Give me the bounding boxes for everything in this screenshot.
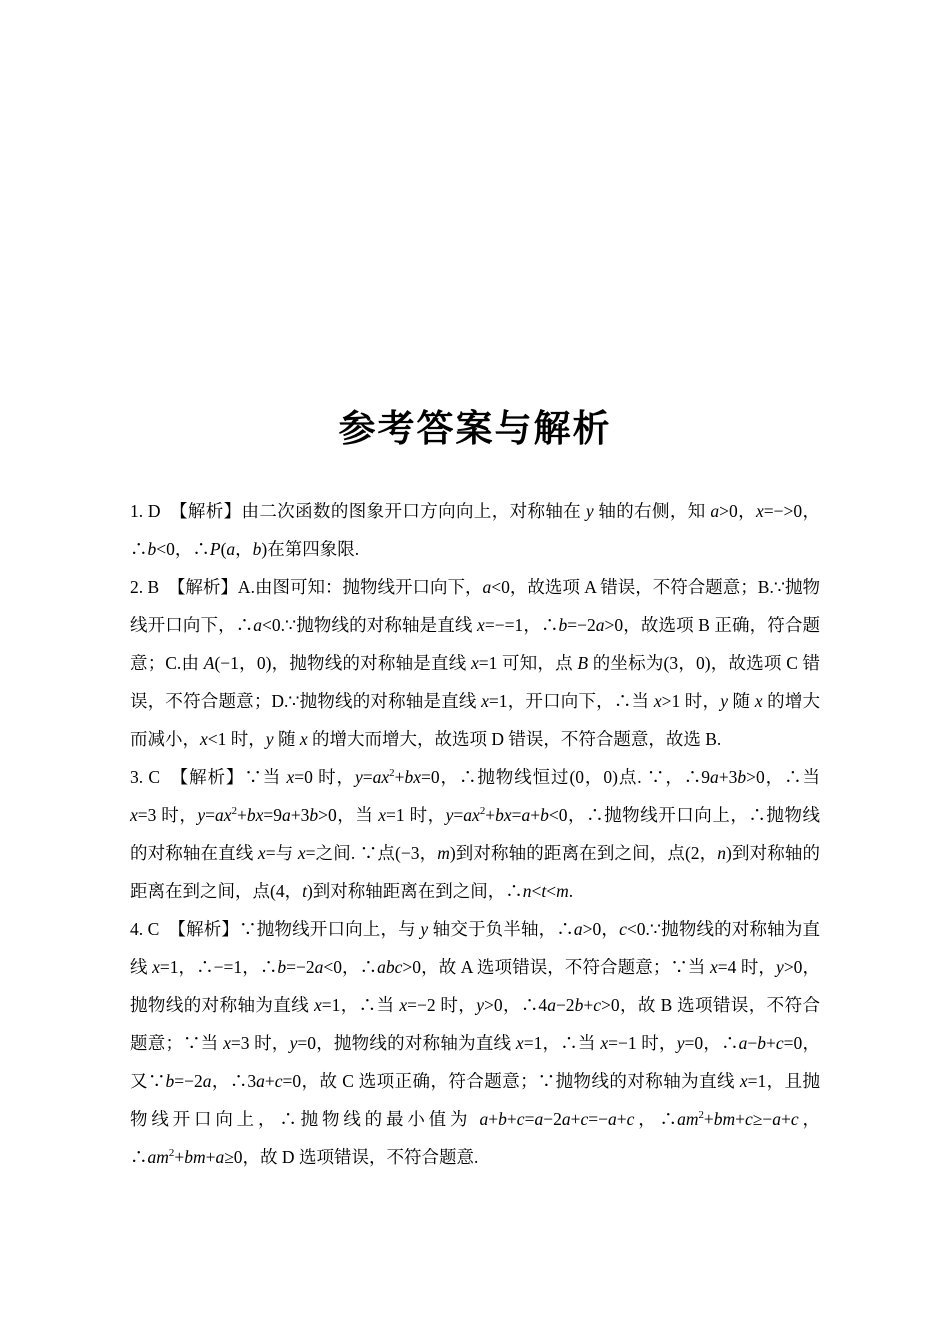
math-variable: c	[580, 1109, 589, 1129]
math-variable: a	[253, 615, 263, 635]
text-run: >1 时，	[661, 691, 721, 711]
math-variable: m	[437, 843, 450, 863]
math-variable: x	[257, 843, 266, 863]
text-run: +	[485, 805, 496, 825]
math-variable: bx	[246, 805, 264, 825]
math-variable: x	[515, 1033, 524, 1053]
math-variable: a	[482, 577, 492, 597]
text-run: >0，故选项 B 正确，符合题意；C.由	[130, 615, 821, 673]
math-variable: x	[399, 995, 408, 1015]
answer-paragraph	[130, 910, 820, 1176]
text-run: =3 时，	[230, 1033, 290, 1053]
text-run: =	[205, 805, 216, 825]
text-run: =	[362, 767, 373, 787]
text-run: =1，∴当	[523, 1033, 601, 1053]
text-run: =−2	[286, 957, 315, 977]
math-variable: b	[737, 767, 747, 787]
math-variable: a	[202, 1071, 212, 1091]
math-variable: y	[265, 729, 274, 749]
math-variable: abc	[377, 957, 403, 977]
math-variable: x	[299, 729, 308, 749]
text-run: 轴的右侧，知	[593, 501, 711, 521]
text-run: <0，∴	[156, 539, 210, 559]
math-variable: t	[302, 881, 307, 901]
math-variable: x	[477, 615, 485, 635]
math-variable: b	[540, 805, 549, 825]
math-variable: c	[593, 995, 601, 1015]
text-run: +	[264, 1071, 275, 1091]
text-run: 的增大而减小，	[130, 691, 821, 749]
text-run: +3	[290, 805, 310, 825]
math-variable: A	[203, 653, 215, 673]
superscript: 2	[389, 767, 395, 780]
text-run: (−1，0)，抛物线的对称轴是直线	[214, 653, 471, 673]
math-variable: b	[252, 539, 262, 559]
text-run: =−1 时，	[608, 1033, 677, 1053]
text-run: <0，∴	[323, 957, 378, 977]
math-variable: x	[286, 767, 295, 787]
math-variable: c	[516, 1109, 525, 1129]
math-variable: x	[756, 501, 764, 521]
text-run: =与	[265, 843, 298, 863]
text-run: )到对称轴距离在到之间，∴	[306, 881, 523, 901]
text-run: −2	[555, 995, 575, 1015]
text-run: =4 时，	[717, 957, 777, 977]
math-variable: x	[471, 653, 479, 673]
superscript: 2	[231, 805, 237, 818]
math-variable: x	[223, 1033, 231, 1053]
math-variable: a	[710, 767, 719, 787]
text-run: )在第四象限.	[261, 539, 360, 559]
answer-paragraph	[130, 568, 820, 758]
text-run: =3 时，	[137, 805, 198, 825]
text-run: =−=1，∴	[484, 615, 559, 635]
math-variable: y	[476, 995, 484, 1015]
text-run: =0，抛物线的对称轴为直线	[297, 1033, 516, 1053]
text-run: >0，抛物线的对称轴为直线	[130, 957, 821, 1015]
text-run: >0，当	[318, 805, 379, 825]
math-variable: am	[677, 1109, 699, 1129]
math-variable: a	[595, 615, 605, 635]
math-variable: a	[215, 1147, 225, 1167]
math-variable: t	[541, 881, 547, 901]
text-run: =0 时，	[294, 767, 355, 787]
answer-list	[130, 492, 820, 1176]
math-variable: x	[600, 1033, 609, 1053]
math-variable: x	[709, 957, 718, 977]
text-run: +	[583, 995, 594, 1015]
text-run: 1. D 【解析】由二次函数的图象开口方向向上，对称轴在	[130, 501, 586, 521]
math-variable: x	[378, 805, 387, 825]
text-run: ，∴	[634, 1109, 678, 1129]
math-variable: x	[739, 1071, 748, 1091]
text-run: +	[735, 1109, 746, 1129]
math-variable: n	[717, 843, 727, 863]
text-run: 4. C 【解析】∵抛物线开口向上，与	[130, 919, 421, 939]
text-run: =1，且抛物线开口向上，∴抛物线的最小值为	[130, 1071, 821, 1129]
math-variable: x	[653, 691, 662, 711]
math-variable: c	[775, 1033, 784, 1053]
math-variable: a	[710, 501, 720, 521]
math-variable: y	[354, 767, 363, 787]
text-run: +	[703, 1109, 714, 1129]
text-run: +3	[718, 767, 738, 787]
superscript: 2	[479, 805, 486, 818]
math-variable: bm	[713, 1109, 736, 1129]
math-variable: x	[313, 995, 322, 1015]
text-run: =	[453, 805, 464, 825]
text-run: =1 时，	[386, 805, 446, 825]
math-variable: x	[297, 843, 306, 863]
math-variable: b	[309, 805, 319, 825]
text-run: 随	[273, 729, 300, 749]
math-variable: a	[521, 805, 531, 825]
text-run: =0，∴抛物线恒过(0，0)点. ∵，∴9	[421, 767, 711, 787]
superscript: 2	[698, 1109, 704, 1122]
text-run: <	[531, 881, 542, 901]
text-run: <1 时，	[207, 729, 266, 749]
text-run: +	[530, 805, 541, 825]
math-variable: b	[277, 957, 287, 977]
math-variable: a	[561, 1109, 571, 1129]
text-run: 随	[727, 691, 755, 711]
text-run: (	[220, 539, 227, 559]
math-variable: c	[619, 919, 627, 939]
text-run: <0，∴抛物线开口向上，∴抛物线的对称轴在直线	[130, 805, 820, 863]
math-variable: n	[522, 881, 532, 901]
math-variable: bx	[495, 805, 512, 825]
text-run: =−2	[174, 1071, 203, 1091]
text-run: −2	[543, 1109, 562, 1129]
math-variable: y	[420, 919, 429, 939]
text-run: +	[766, 1033, 776, 1053]
math-variable: P	[209, 539, 221, 559]
math-variable: am	[147, 1147, 169, 1167]
text-run: <0.∵抛物线的对称轴为直线	[130, 919, 821, 977]
text-run: )到对称轴的距离在到之间，点(2，	[449, 843, 718, 863]
text-run: +	[236, 805, 247, 825]
text-run: =1，开口向下，∴当	[488, 691, 654, 711]
text-run: 的增大而增大，故选项 D 错误，不符合题意，故选 B.	[307, 729, 722, 749]
text-run: ，∴	[130, 1109, 821, 1167]
text-run: <0.∵抛物线的对称轴是直线	[262, 615, 478, 635]
math-variable: y	[720, 691, 728, 711]
math-variable: c	[745, 1109, 753, 1129]
text-run: =−	[588, 1109, 608, 1129]
page-title: 参考答案与解析	[338, 408, 612, 449]
text-run: +	[205, 1147, 216, 1167]
text-run: +	[616, 1109, 627, 1129]
math-variable: b	[165, 1071, 175, 1091]
text-run: +	[570, 1109, 581, 1129]
text-run: .	[568, 881, 574, 901]
math-variable: x	[200, 729, 208, 749]
math-variable: c	[626, 1109, 635, 1129]
math-variable: ax	[372, 767, 390, 787]
math-variable: c	[274, 1071, 283, 1091]
math-variable: b	[498, 1109, 507, 1129]
math-variable: y	[776, 957, 784, 977]
math-variable: a	[256, 1071, 265, 1091]
math-variable: b	[147, 539, 157, 559]
math-variable: a	[479, 1109, 489, 1129]
text-run: =−2 时，	[407, 995, 477, 1015]
math-variable: b	[558, 615, 568, 635]
text-run: =−>0，∴	[130, 501, 821, 559]
text-run: =1 可知，点	[478, 653, 578, 673]
math-variable: a	[573, 919, 583, 939]
math-variable: a	[772, 1109, 782, 1129]
math-variable: B	[577, 653, 589, 673]
math-variable: b	[574, 995, 584, 1015]
text-run: 3. C 【解析】∵当	[130, 767, 287, 787]
math-variable: a	[282, 805, 291, 825]
text-run: )到对称轴的距离在到之间，点(4，	[130, 843, 821, 901]
answer-paragraph	[130, 758, 820, 910]
math-variable: a	[547, 995, 556, 1015]
text-run: >0，	[719, 501, 756, 521]
text-run: −	[747, 1033, 758, 1053]
math-variable: c	[790, 1109, 799, 1129]
answer-paragraph	[130, 492, 820, 568]
math-variable: x	[481, 691, 489, 711]
math-variable: ax	[215, 805, 232, 825]
text-run: =	[511, 805, 522, 825]
text-run: +	[781, 1109, 791, 1129]
text-run: >0，故 A 选项错误，不符合题意；∵当	[402, 957, 710, 977]
math-variable: a	[607, 1109, 617, 1129]
math-variable: y	[197, 805, 206, 825]
text-run: +	[174, 1147, 185, 1167]
text-run: >0，故 B 选项错误，不符合题意；∵当	[130, 995, 820, 1053]
text-run: =之间. ∵点(−3，	[305, 843, 438, 863]
text-run: =9	[263, 805, 283, 825]
superscript: 2	[168, 1147, 175, 1160]
text-run: 轴交于负半轴，∴	[428, 919, 574, 939]
math-variable: y	[445, 805, 454, 825]
math-variable: x	[152, 957, 160, 977]
math-variable: a	[226, 539, 236, 559]
math-variable: y	[585, 501, 594, 521]
text-run: 的坐标为(3，0)，故选项 C 错误，不符合题意；D.∵抛物线的对称轴是直线	[130, 653, 820, 711]
text-run: >0，∴当	[746, 767, 821, 787]
text-run: ，	[235, 539, 253, 559]
text-run: =1，∴当	[321, 995, 400, 1015]
math-variable: x	[130, 805, 138, 825]
text-run: >0，∴4	[483, 995, 548, 1015]
text-run: =0，又∵	[130, 1033, 821, 1091]
text-run: 2. B 【解析】A.由图可知：抛物线开口向下，	[130, 577, 483, 597]
math-variable: bx	[404, 767, 421, 787]
text-run: <0，故选项 A 错误，不符合题意；B.∵抛物线开口向下，∴	[130, 577, 820, 635]
text-run: =0，故 C 选项正确，符合题意；∵抛物线的对称轴为直线	[282, 1071, 740, 1091]
math-variable: a	[738, 1033, 748, 1053]
text-run: <	[546, 881, 557, 901]
text-run: +	[488, 1109, 499, 1129]
math-variable: b	[757, 1033, 766, 1053]
text-run: =1，∴−=1，∴	[159, 957, 278, 977]
math-variable: bm	[184, 1147, 206, 1167]
text-run: >0，	[582, 919, 620, 939]
math-variable: m	[556, 881, 569, 901]
text-run: +	[394, 767, 405, 787]
text-run: ≥0，故 D 选项错误，不符合题意.	[224, 1147, 479, 1167]
text-run: =0，∴	[684, 1033, 739, 1053]
math-variable: ax	[463, 805, 480, 825]
math-variable: a	[534, 1109, 544, 1129]
text-run: ≥−	[752, 1109, 773, 1129]
math-variable: y	[289, 1033, 298, 1053]
text-run: =	[524, 1109, 535, 1129]
text-run: +	[506, 1109, 517, 1129]
math-variable: y	[676, 1033, 685, 1053]
text-run: ，∴3	[211, 1071, 257, 1091]
text-run: =−2	[567, 615, 596, 635]
math-variable: x	[754, 691, 763, 711]
math-variable: a	[314, 957, 324, 977]
